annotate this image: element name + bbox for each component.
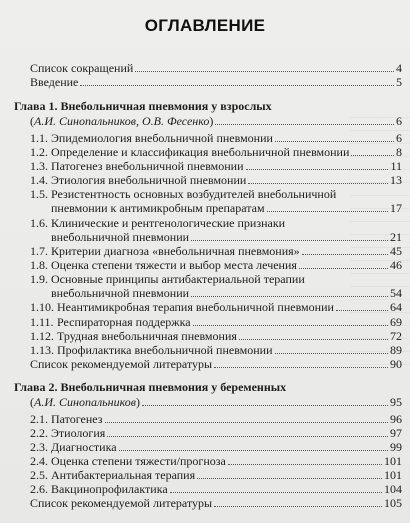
leader-dots	[142, 405, 388, 406]
section-number: 1.6.	[30, 216, 48, 230]
section-page: 101	[384, 454, 402, 468]
section-page: 46	[390, 258, 402, 272]
section-page: 69	[390, 315, 402, 329]
section-number: 1.10.	[30, 300, 54, 314]
leader-dots	[193, 325, 388, 326]
section-title-continued: внебольничной пневмонии	[51, 286, 190, 300]
section-number: 2.3.	[30, 440, 48, 454]
leader-dots	[191, 240, 388, 241]
section-title: Трудная внебольничная пневмония	[57, 329, 237, 343]
toc-entry	[30, 131, 402, 145]
section-page: 101	[384, 468, 402, 482]
authors-close: )	[209, 114, 214, 128]
toc-entry-references	[30, 496, 402, 510]
chapter-title: Глава 2. Внебольничная пневмония у беременных	[14, 380, 287, 394]
toc-entry	[30, 412, 402, 426]
leader-dots	[302, 254, 388, 255]
section-page: 11	[390, 159, 402, 173]
section-page: 64	[390, 300, 402, 314]
toc-entry	[30, 315, 402, 329]
toc-entry-continuation	[51, 286, 402, 300]
section-title: Антибактериальная терапия	[51, 468, 196, 482]
leader-dots	[267, 211, 388, 212]
chapter-1-heading	[14, 99, 402, 113]
authors-open: (	[30, 114, 34, 128]
toc-entry	[30, 272, 402, 286]
authors-open: (	[30, 395, 34, 409]
section-page: 105	[384, 496, 402, 510]
section-page: 96	[390, 412, 402, 426]
section-page: 54	[390, 286, 402, 300]
toc-entry	[30, 426, 402, 440]
chapter-2-heading	[14, 380, 402, 394]
section-number: 1.1.	[30, 131, 48, 145]
toc-entry-continuation	[51, 201, 402, 215]
leader-dots	[214, 367, 388, 368]
leader-dots	[239, 339, 388, 340]
section-number: 2.5.	[30, 468, 48, 482]
section-number: 1.5.	[30, 187, 48, 201]
section-number: 1.8.	[30, 258, 48, 272]
leader-dots	[351, 155, 394, 156]
toc-entry	[30, 468, 402, 482]
leader-dots	[215, 124, 394, 125]
section-title: Этиология внебольничной пневмонии	[51, 173, 247, 187]
section-number: 1.12.	[30, 329, 54, 343]
section-title: Респираторная поддержка	[57, 315, 191, 329]
toc-entry	[30, 343, 402, 357]
section-title: Патогенез внебольничной пневмонии	[51, 159, 244, 173]
toc-entry	[30, 216, 402, 230]
section-title: Основные принципы антибактериальной терапии	[51, 272, 305, 286]
section-title: Диагностика	[51, 440, 117, 454]
authors-names: А.И. Синопальников	[34, 395, 136, 409]
section-page: 13	[390, 173, 402, 187]
section-title: Клинические и рентгенологические признаки	[51, 216, 286, 230]
section-number: 2.1.	[30, 412, 48, 426]
section-title: Патогенез	[51, 412, 103, 426]
section-page: 6	[396, 131, 402, 145]
toc-entry	[30, 187, 402, 201]
section-page: 72	[390, 329, 402, 343]
chapter-title: Глава 1. Внебольничная пневмония у взрослых	[14, 99, 272, 113]
leader-dots	[275, 141, 394, 142]
section-title: Неантимикробная терапия внебольничной пневмонии	[57, 300, 334, 314]
leader-dots	[228, 464, 382, 465]
chapter-1-authors	[30, 114, 402, 128]
leader-dots	[107, 436, 388, 437]
section-page: 17	[390, 201, 402, 215]
toc-entry-page: 4	[396, 61, 402, 75]
section-title: Вакцинопрофилактика	[51, 482, 168, 496]
section-number: 2.2.	[30, 426, 48, 440]
toc-entry-references	[30, 357, 402, 371]
authors-close: )	[135, 395, 140, 409]
leader-dots	[170, 492, 382, 493]
section-page: 104	[384, 482, 402, 496]
toc-entry	[30, 300, 402, 314]
section-title: Резистентность основных возбудителей внебольничной	[51, 187, 337, 201]
section-number: 2.4.	[30, 454, 48, 468]
section-page: 90	[390, 357, 402, 371]
section-page: 97	[390, 426, 402, 440]
section-title: Этиология	[51, 426, 106, 440]
section-title: Профилактика внебольничной пневмонии	[57, 343, 273, 357]
section-number: 1.4.	[30, 173, 48, 187]
section-title: Список рекомендуемой литературы	[30, 496, 213, 510]
toc-entry-introduction	[30, 75, 402, 89]
section-page: 99	[390, 440, 402, 454]
leader-dots	[248, 183, 388, 184]
section-page: 89	[390, 343, 402, 357]
toc-entry	[30, 244, 402, 258]
leader-dots	[246, 169, 389, 170]
section-title: Критерии диагноза «внебольничная пневмония»	[51, 244, 300, 258]
toc-entry-title: Введение	[30, 75, 79, 89]
chapter-2-authors	[30, 395, 402, 409]
section-title-continued: пневмонии к антимикробным препаратам	[51, 201, 265, 215]
section-number: 1.7.	[30, 244, 48, 258]
authors-names: А.И. Синопальников, О.В. Фесенко	[34, 114, 210, 128]
toc-entry	[30, 258, 402, 272]
toc-entry-continuation	[51, 230, 402, 244]
toc-entry	[30, 159, 402, 173]
toc-entry-abbreviations	[30, 61, 402, 75]
leader-dots	[80, 85, 394, 86]
leader-dots	[191, 296, 388, 297]
section-title: Определение и классификация внебольничной пневмонии	[51, 145, 350, 159]
leader-dots	[197, 478, 382, 479]
section-title: Список рекомендуемой литературы	[30, 357, 213, 371]
page-title: ОГЛАВЛЕНИЕ	[144, 16, 266, 35]
toc-entry	[30, 173, 402, 187]
leader-dots	[214, 506, 382, 507]
leader-dots	[119, 450, 388, 451]
toc-entry-title: Список сокращений	[30, 61, 134, 75]
toc-entry-page: 5	[396, 75, 402, 89]
section-number: 1.3.	[30, 159, 48, 173]
section-number: 1.9.	[30, 272, 48, 286]
chapter-page: 95	[390, 395, 402, 409]
section-title: Оценка степени тяжести/прогноза	[51, 454, 226, 468]
leader-dots	[135, 71, 394, 72]
section-number: 1.13.	[30, 343, 54, 357]
chapter-page: 6	[396, 114, 402, 128]
toc-entry	[30, 329, 402, 343]
section-page: 21	[390, 230, 402, 244]
section-number: 1.11.	[30, 315, 54, 329]
toc-entry	[30, 145, 402, 159]
toc-entry	[30, 482, 402, 496]
section-title: Оценка степени тяжести и выбор места лечения	[51, 258, 297, 272]
leader-dots	[275, 353, 388, 354]
section-number: 2.6.	[30, 482, 48, 496]
toc-entry	[30, 454, 402, 468]
toc-entry	[30, 440, 402, 454]
leader-dots	[105, 422, 389, 423]
section-title-continued: внебольничной пневмонии	[51, 230, 190, 244]
section-page: 45	[390, 244, 402, 258]
leader-dots	[336, 310, 388, 311]
leader-dots	[299, 268, 388, 269]
section-title: Эпидемиология внебольничной пневмонии	[51, 131, 273, 145]
section-number: 1.2.	[30, 145, 48, 159]
section-page: 8	[396, 145, 402, 159]
